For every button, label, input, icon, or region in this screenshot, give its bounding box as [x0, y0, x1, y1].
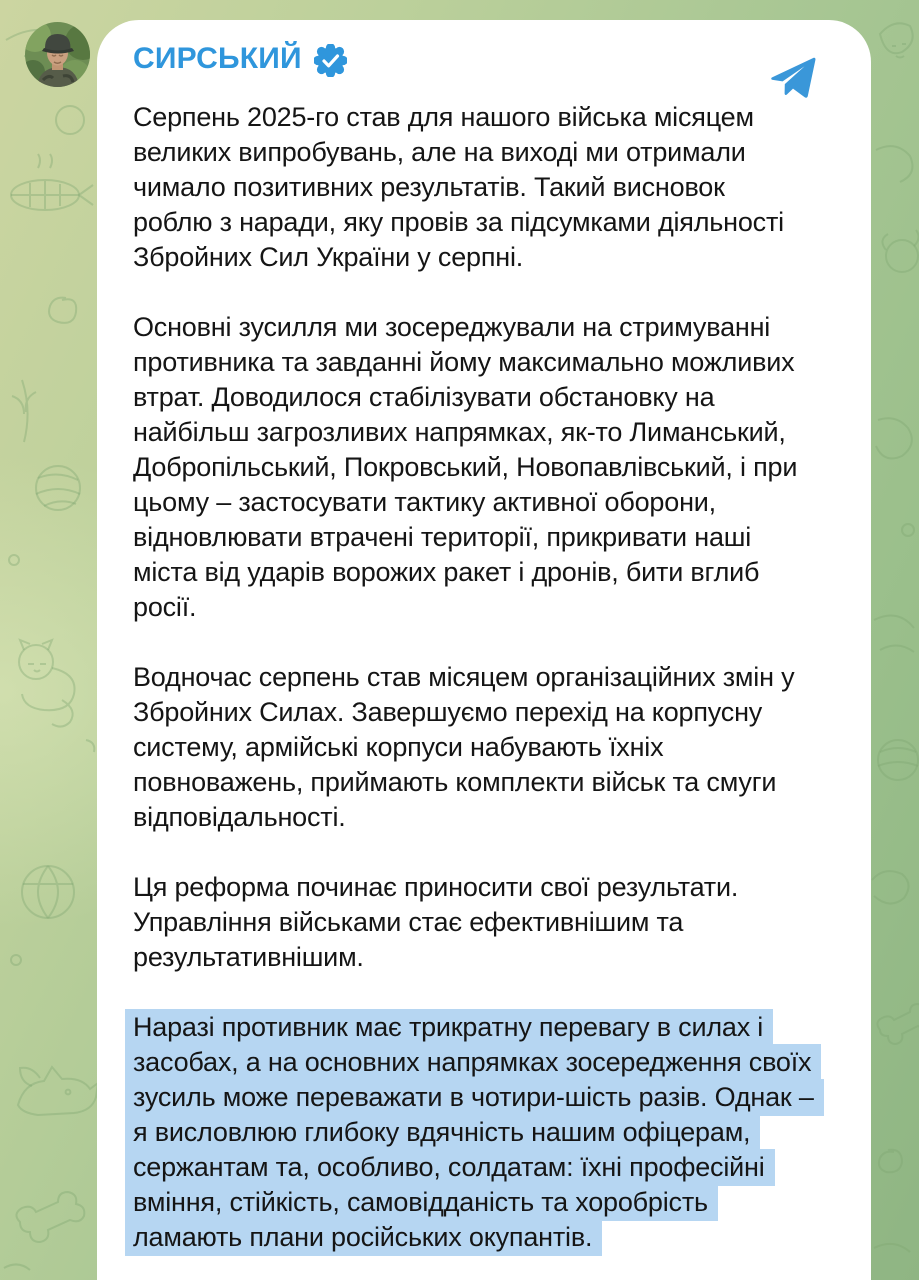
- message-line: Серпень 2025-го став для нашого війська місяцем: [133, 102, 754, 132]
- message-paragraph: [133, 100, 841, 275]
- message-line: Збройних Силах. Завершуємо перехід на корпусну: [133, 697, 763, 727]
- message-line: великих випробувань, але на виході ми отримали: [133, 137, 746, 167]
- message-line: Збройних Сил України у серпні.: [133, 242, 524, 272]
- message-line: втрат. Доводилося стабілізувати обстановку на: [133, 382, 715, 412]
- message-line: найбільш загрозливих напрямках, як-то Лиманський,: [133, 417, 786, 447]
- selected-text-line: вміння, стійкість, самовідданість та хоробрість: [133, 1185, 841, 1220]
- selected-text-line: Наразі противник має трикратну перевагу в силах і: [133, 1010, 841, 1045]
- message-line: міста від ударів ворожих ракет і дронів, бити вглиб: [133, 557, 760, 587]
- message-line: Водночас серпень став місяцем організаційних змін у: [133, 662, 795, 692]
- message-line: систему, армійські корпуси набувають їхніх: [133, 732, 664, 762]
- message-bubble: [97, 20, 871, 1280]
- message-line: Основні зусилля ми зосереджували на стримуванні: [133, 312, 771, 342]
- selected-text-line: сержантам та, особливо, солдатам: їхні професійні: [133, 1150, 841, 1185]
- verified-badge-icon: [314, 44, 347, 77]
- message-line: результативнішим.: [133, 942, 364, 972]
- message-line: відновлювати втрачені території, прикривати наші: [133, 522, 752, 552]
- message-line: цьому – застосувати тактику активної оборони,: [133, 487, 716, 517]
- selected-text-line: зусиль може переважати в чотири-шість разів. Однак –: [133, 1080, 841, 1115]
- message-line: роблю з наради, яку провів за підсумками діяльності: [133, 207, 784, 237]
- message-header: [133, 42, 841, 76]
- message-paragraph: [133, 310, 841, 625]
- message-paragraph: [133, 1010, 841, 1255]
- message-paragraph: [133, 660, 841, 835]
- selected-text-line: я висловлюю глибоку вдячність нашим офіцерам,: [133, 1115, 841, 1150]
- message-line: Добропільський, Покровський, Новопавлівський, і при: [133, 452, 798, 482]
- channel-name[interactable]: СИРСЬКИЙ: [133, 42, 302, 75]
- selected-text-line: ламають плани російських окупантів.: [133, 1220, 841, 1255]
- message-line: повноважень, приймають комплекти військ та смуги: [133, 767, 777, 797]
- channel-avatar[interactable]: [25, 22, 90, 87]
- message-line: Ця реформа починає приносити свої результати.: [133, 872, 739, 902]
- telegram-plane-icon[interactable]: [770, 56, 816, 101]
- message-line: росії.: [133, 592, 197, 622]
- message-line: противника та завданні йому максимально можливих: [133, 347, 795, 377]
- avatar-photo: [25, 22, 90, 87]
- message-line: відповідальності.: [133, 802, 346, 832]
- message-paragraphs: [133, 100, 841, 1255]
- message-line: чимало позитивних результатів. Такий висновок: [133, 172, 725, 202]
- selected-text-line: засобах, а на основних напрямках зосередження своїх: [133, 1045, 841, 1080]
- message-line: Управління військами стає ефективнішим та: [133, 907, 684, 937]
- message-paragraph: [133, 870, 841, 975]
